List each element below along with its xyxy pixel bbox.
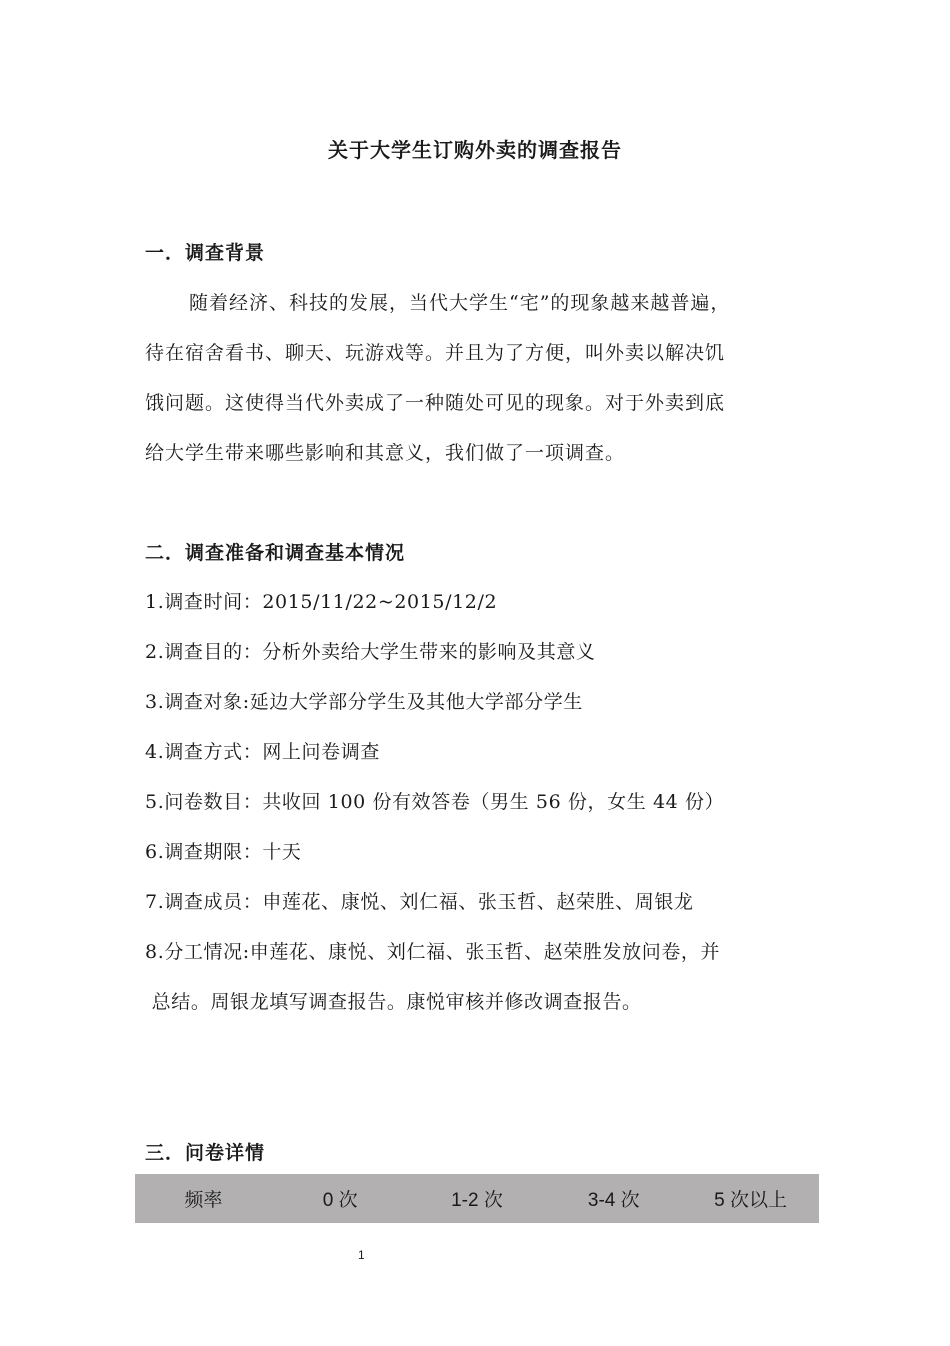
- paragraph-line: 随着经济、科技的发展，当代大学生“宅”的现象越来越普遍，: [189, 292, 731, 314]
- page-number: 1: [358, 1248, 365, 1262]
- section-heading-background: 一．调查背景: [145, 242, 266, 264]
- list-item: 2.调查目的：分析外卖给大学生带来的影响及其意义: [145, 641, 596, 663]
- paragraph-line: 给大学生带来哪些影响和其意义，我们做了一项调查。: [145, 442, 626, 464]
- table-header-cell: 频率: [184, 1190, 223, 1211]
- section-heading-questionnaire: 三．问卷详情: [145, 1142, 266, 1164]
- paragraph-line: 饿问题。这使得当代外卖成了一种随处可见的现象。对于外卖到底: [145, 392, 726, 414]
- report-title: 关于大学生订购外卖的调查报告: [328, 138, 622, 162]
- list-item: 1.调查时间：2015/11/22~2015/12/2: [145, 591, 498, 613]
- section-heading-preparation: 二．调查准备和调查基本情况: [145, 542, 406, 564]
- list-item: 7.调查成员：申莲花、康悦、刘仁福、张玉哲、赵荣胜、周银龙: [145, 891, 694, 913]
- list-item: 8.分工情况:申莲花、康悦、刘仁福、张玉哲、赵荣胜发放问卷，并: [145, 941, 721, 963]
- table-header-cell: 5 次以上: [714, 1190, 788, 1211]
- list-item: 5.问卷数目：共收回 100 份有效答卷（男生 56 份，女生 44 份）: [145, 791, 725, 813]
- table-header-cell: 1-2 次: [451, 1190, 503, 1211]
- list-item: 3.调查对象:延边大学部分学生及其他大学部分学生: [145, 691, 583, 713]
- table-header-cell: 3-4 次: [587, 1190, 640, 1211]
- frequency-table-header: [135, 1174, 819, 1223]
- list-item: 6.调查期限：十天: [145, 841, 302, 863]
- paragraph-line: 待在宿舍看书、聊天、玩游戏等。并且为了方便，叫外卖以解决饥: [145, 342, 726, 364]
- list-item: 4.调查方式：网上问卷调查: [145, 741, 380, 763]
- list-item-continuation: 总结。周银龙填写调查报告。康悦审核并修改调查报告。: [145, 991, 642, 1013]
- table-header-cell: 0 次: [322, 1190, 358, 1211]
